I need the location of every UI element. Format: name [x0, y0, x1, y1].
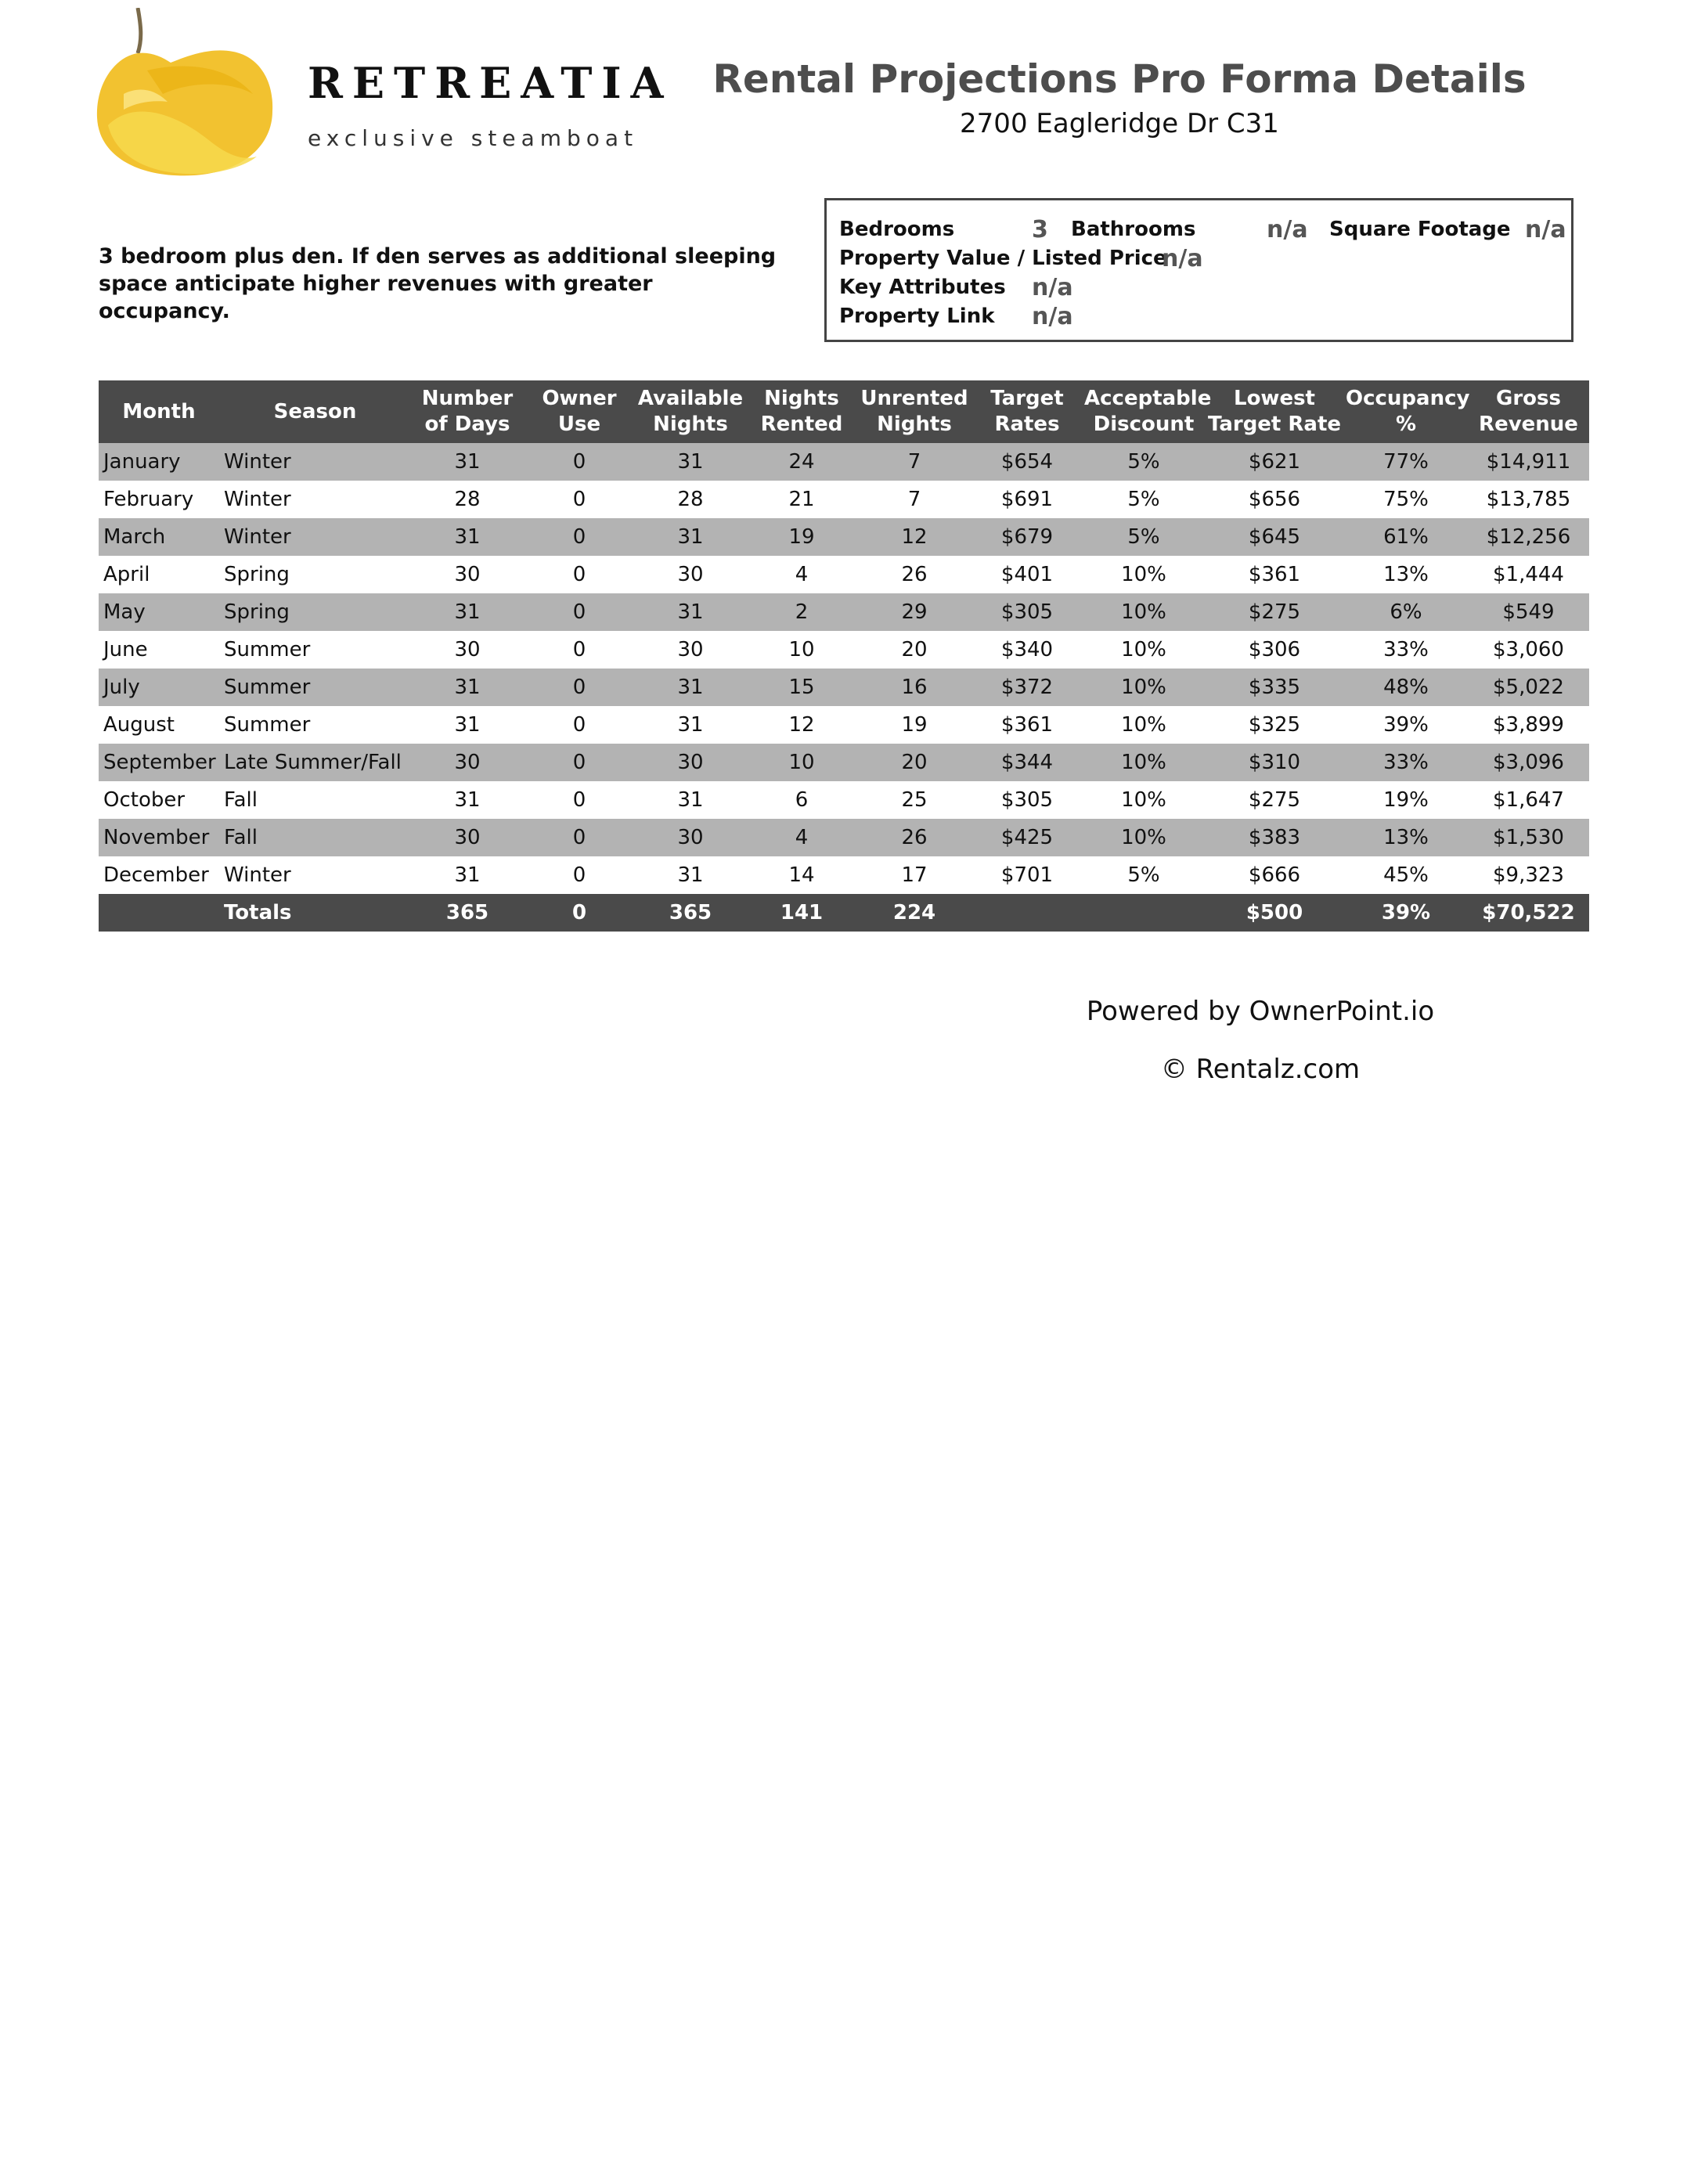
table-cell: 15: [746, 669, 857, 706]
totals-cell: 365: [635, 894, 746, 932]
table-cell: $654: [971, 443, 1083, 481]
table-cell: $310: [1205, 744, 1344, 781]
table-cell: 31: [635, 593, 746, 631]
table-cell: Winter: [219, 518, 411, 556]
table-cell: 10%: [1121, 638, 1166, 661]
table-cell: 25: [901, 788, 928, 812]
table-cell: Fall: [224, 788, 258, 812]
table-cell: $305: [971, 593, 1083, 631]
table-cell: 10%: [1083, 819, 1205, 856]
table-cell: 5%: [1083, 518, 1205, 556]
copyright-text: © Rentalz.com: [1160, 1054, 1361, 1085]
table-cell: Winter: [224, 863, 291, 887]
table-cell: 30: [677, 638, 704, 661]
table-cell: $425: [971, 819, 1083, 856]
column-header: Owner Use: [524, 380, 635, 443]
totals-cell: 365: [411, 894, 524, 932]
table-cell: $621: [1205, 443, 1344, 481]
table-cell: Summer: [224, 638, 311, 661]
column-header: Unrented Nights: [857, 380, 971, 443]
bedrooms-label: Bedrooms: [839, 218, 955, 241]
column-header: Gross Revenue: [1468, 380, 1589, 443]
square-footage-value: n/a: [1525, 216, 1566, 243]
table-cell: $401: [1000, 563, 1054, 586]
column-header: Target Rates: [971, 380, 1083, 443]
table-cell: 0: [572, 863, 586, 887]
table-cell: $306: [1248, 638, 1301, 661]
rental-projections-table: [99, 380, 1589, 932]
table-cell: 0: [524, 819, 635, 856]
aspen-leaf-logo: [92, 8, 277, 182]
table-cell: 4: [746, 819, 857, 856]
table-cell: $372: [971, 669, 1083, 706]
table-cell: $14,911: [1468, 443, 1589, 481]
table-cell: 28: [454, 488, 481, 511]
property-link-value: n/a: [1032, 303, 1073, 330]
table-cell: 30: [454, 638, 481, 661]
table-cell: 77%: [1344, 443, 1468, 481]
table-cell: 30: [454, 563, 481, 586]
table-cell: 0: [572, 713, 586, 737]
table-cell: $3,060: [1493, 638, 1564, 661]
table-cell: March: [99, 518, 219, 556]
table-cell: 12: [788, 713, 815, 737]
table-cell: $340: [1000, 638, 1054, 661]
table-cell: 26: [857, 819, 971, 856]
table-cell: 26: [901, 563, 928, 586]
totals-row: [99, 894, 1589, 932]
table-cell: $275: [1205, 593, 1344, 631]
powered-by-text: Powered by OwnerPoint.io: [1086, 996, 1435, 1027]
table-cell: $666: [1248, 863, 1301, 887]
table-cell: $12,256: [1468, 518, 1589, 556]
table-cell: 75%: [1383, 488, 1429, 511]
table-cell: 31: [411, 443, 524, 481]
table-row: [99, 593, 1589, 631]
table-row: [99, 856, 1589, 894]
table-cell: 30: [411, 819, 524, 856]
table-cell: 7: [907, 488, 921, 511]
table-row: [99, 556, 1589, 593]
table-cell: 48%: [1344, 669, 1468, 706]
table-cell: 28: [677, 488, 704, 511]
property-address: 2700 Eagleridge Dr C31: [960, 108, 1279, 139]
table-cell: 19: [746, 518, 857, 556]
table-cell: 31: [411, 518, 524, 556]
table-cell: February: [103, 488, 194, 511]
table-cell: Fall: [219, 819, 411, 856]
table-cell: 30: [635, 744, 746, 781]
totals-cell: 0: [524, 894, 635, 932]
column-header: Month: [99, 380, 219, 443]
table-cell: $383: [1205, 819, 1344, 856]
table-cell: June: [103, 638, 148, 661]
totals-cell: $70,522: [1468, 894, 1589, 932]
table-cell: 20: [857, 744, 971, 781]
table-cell: $361: [1248, 563, 1301, 586]
property-info-box: [824, 198, 1573, 342]
table-cell: $645: [1205, 518, 1344, 556]
bathrooms-label: Bathrooms: [1071, 218, 1196, 241]
table-cell: Spring: [219, 593, 411, 631]
table-cell: 24: [746, 443, 857, 481]
table-cell: $3,899: [1493, 713, 1564, 737]
table-cell: $275: [1248, 788, 1301, 812]
table-cell: $9,323: [1493, 863, 1564, 887]
table-cell: 10%: [1121, 563, 1166, 586]
totals-cell: [1083, 894, 1205, 932]
table-cell: 30: [635, 819, 746, 856]
table-cell: 10%: [1083, 669, 1205, 706]
table-cell: December: [103, 863, 209, 887]
leaf-stem: [138, 8, 141, 53]
table-cell: 5%: [1083, 443, 1205, 481]
table-cell: 0: [524, 669, 635, 706]
table-cell: 0: [524, 744, 635, 781]
table-cell: August: [103, 713, 175, 737]
column-header: Nights Rented: [746, 380, 857, 443]
table-cell: $325: [1248, 713, 1301, 737]
column-header: Number of Days: [411, 380, 524, 443]
table-cell: 31: [454, 713, 481, 737]
table-cell: 5%: [1127, 488, 1160, 511]
table-cell: $1,444: [1493, 563, 1564, 586]
property-value-label: Property Value / Listed Price: [839, 247, 1167, 270]
table-cell: $13,785: [1486, 488, 1571, 511]
table-cell: 0: [572, 788, 586, 812]
table-cell: 5%: [1127, 863, 1160, 887]
table-cell: $656: [1248, 488, 1301, 511]
table-cell: 45%: [1383, 863, 1429, 887]
table-cell: 10%: [1083, 593, 1205, 631]
column-header: Season: [219, 380, 411, 443]
table-cell: $344: [971, 744, 1083, 781]
bathrooms-value: n/a: [1267, 216, 1308, 243]
table-cell: $679: [971, 518, 1083, 556]
table-cell: 6%: [1344, 593, 1468, 631]
property-link-label: Property Link: [839, 305, 995, 328]
table-cell: 19%: [1383, 788, 1429, 812]
table-cell: $305: [1000, 788, 1054, 812]
table-cell: $361: [1000, 713, 1054, 737]
table-cell: 31: [677, 788, 704, 812]
table-cell: April: [103, 563, 150, 586]
table-row: [99, 481, 1589, 518]
table-cell: 10%: [1083, 744, 1205, 781]
table-cell: July: [99, 669, 219, 706]
totals-cell: Totals: [219, 894, 411, 932]
table-cell: 2: [746, 593, 857, 631]
table-cell: 10%: [1121, 713, 1166, 737]
table-cell: 31: [411, 593, 524, 631]
table-cell: 31: [635, 443, 746, 481]
table-cell: November: [99, 819, 219, 856]
totals-cell: [971, 894, 1083, 932]
table-cell: $1,647: [1493, 788, 1564, 812]
table-cell: 7: [857, 443, 971, 481]
table-cell: 31: [635, 518, 746, 556]
table-cell: 0: [572, 488, 586, 511]
table-cell: 12: [857, 518, 971, 556]
table-cell: 31: [635, 669, 746, 706]
table-cell: 20: [901, 638, 928, 661]
table-cell: 21: [788, 488, 815, 511]
table-cell: 31: [411, 669, 524, 706]
table-cell: 0: [572, 563, 586, 586]
totals-cell: 39%: [1344, 894, 1468, 932]
table-cell: 19: [901, 713, 928, 737]
table-row: [99, 781, 1589, 819]
bedrooms-value: 3: [1032, 216, 1048, 243]
table-cell: 33%: [1344, 744, 1468, 781]
totals-cell: 141: [746, 894, 857, 932]
table-cell: 6: [795, 788, 809, 812]
table-cell: 10: [788, 638, 815, 661]
table-cell: 0: [524, 443, 635, 481]
table-cell: 33%: [1383, 638, 1429, 661]
table-cell: 13%: [1344, 819, 1468, 856]
table-row: [99, 669, 1589, 706]
table-row: [99, 443, 1589, 481]
table-cell: Late Summer/Fall: [219, 744, 411, 781]
key-attributes-label: Key Attributes: [839, 276, 1006, 299]
table-cell: Summer: [219, 669, 411, 706]
table-cell: 10: [746, 744, 857, 781]
table-cell: $335: [1205, 669, 1344, 706]
table-cell: Spring: [224, 563, 290, 586]
table-cell: May: [99, 593, 219, 631]
totals-cell: 224: [857, 894, 971, 932]
table-cell: 0: [524, 518, 635, 556]
table-cell: 10%: [1121, 788, 1166, 812]
square-footage-label: Square Footage: [1329, 218, 1511, 241]
table-cell: September: [99, 744, 219, 781]
brand-name: RETREATIA: [308, 58, 673, 108]
table-row: [99, 706, 1589, 744]
column-header: Available Nights: [635, 380, 746, 443]
column-header: Acceptable Discount: [1083, 380, 1205, 443]
key-attributes-value: n/a: [1032, 274, 1073, 301]
table-cell: Winter: [224, 488, 291, 511]
table-cell: 39%: [1383, 713, 1429, 737]
table-body: [99, 443, 1589, 894]
table-cell: 31: [677, 713, 704, 737]
table-cell: 0: [524, 593, 635, 631]
table-cell: $701: [1000, 863, 1054, 887]
table-cell: 0: [572, 638, 586, 661]
brand-tagline: exclusive steamboat: [308, 125, 639, 151]
table-row: [99, 744, 1589, 781]
page-title: Rental Projections Pro Forma Details: [712, 56, 1527, 102]
property-description: 3 bedroom plus den. If den serves as additional sleeping space anticipate higher revenues with greater occupancy.: [99, 244, 777, 323]
table-cell: $3,096: [1468, 744, 1589, 781]
table-cell: 61%: [1344, 518, 1468, 556]
table-cell: 4: [795, 563, 809, 586]
table-cell: Summer: [224, 713, 311, 737]
table-header-row: [99, 380, 1589, 443]
table-cell: 13%: [1383, 563, 1429, 586]
table-cell: 29: [857, 593, 971, 631]
table-cell: $5,022: [1468, 669, 1589, 706]
table-cell: 30: [677, 563, 704, 586]
table-cell: October: [103, 788, 186, 812]
table-cell: 31: [454, 863, 481, 887]
table-cell: $1,530: [1468, 819, 1589, 856]
table-cell: $549: [1468, 593, 1589, 631]
table-cell: 14: [788, 863, 815, 887]
table-cell: $691: [1000, 488, 1054, 511]
table-cell: Winter: [219, 443, 411, 481]
table-cell: 17: [901, 863, 928, 887]
property-value-value: n/a: [1162, 245, 1203, 272]
table-row: [99, 631, 1589, 669]
totals-cell: $500: [1205, 894, 1344, 932]
table-cell: January: [99, 443, 219, 481]
table-row: [99, 819, 1589, 856]
table-cell: 31: [454, 788, 481, 812]
table-cell: 30: [411, 744, 524, 781]
column-header: Occupancy %: [1344, 380, 1468, 443]
totals-cell: [99, 894, 219, 932]
table-cell: 16: [857, 669, 971, 706]
column-header: Lowest Target Rate: [1205, 380, 1344, 443]
table-cell: 31: [677, 863, 704, 887]
table-row: [99, 518, 1589, 556]
